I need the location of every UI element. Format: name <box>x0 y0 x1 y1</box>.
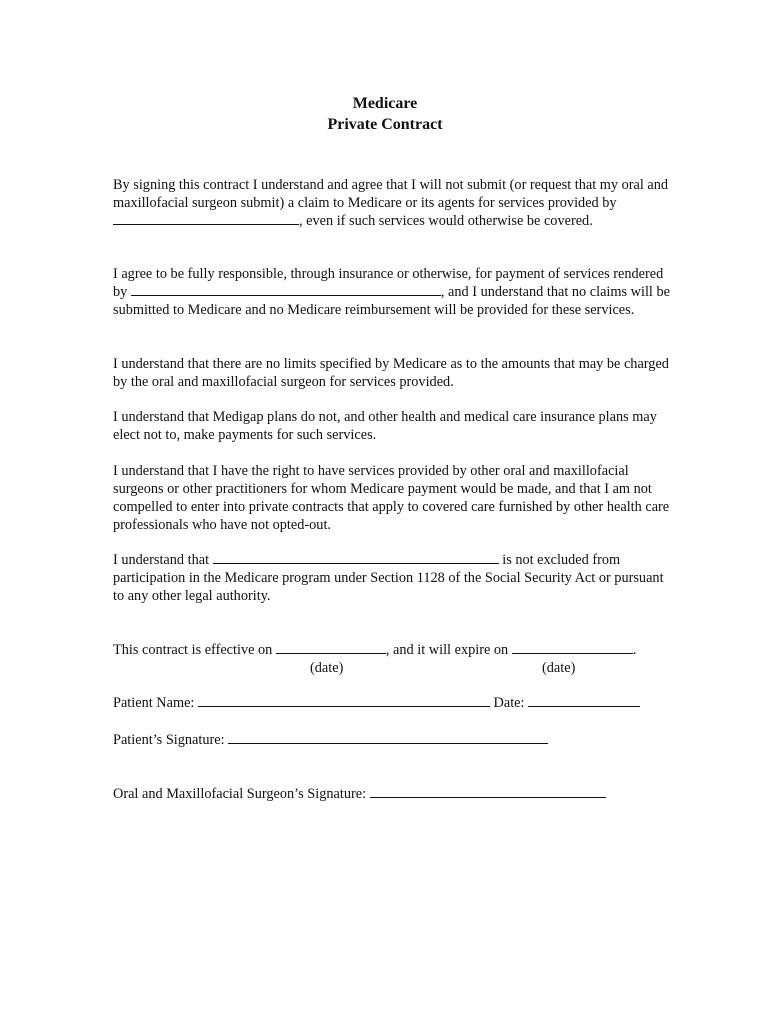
expire-label: , and it will expire on <box>385 642 512 658</box>
document-title-line1: Medicare <box>352 95 418 112</box>
paragraph-text: , even if such services would otherwise be covered. <box>299 213 593 229</box>
paragraph-no-limits: I understand that there are no limits specified by Medicare as to the amounts that may be charged by the oral and maxillofacial surgeon for services provided. <box>113 356 669 390</box>
date-label: Date: <box>489 695 529 711</box>
paragraph-text: By signing this contract I understand and agree that I will not submit (or request that my oral and maxillofacial surgeon submit) a claim to Medicare or its agents for services provided by <box>113 177 669 211</box>
document-title-line2: Private Contract <box>327 116 443 133</box>
date-caption-expire: (date) <box>542 660 576 676</box>
effective-label: This contract is effective on <box>113 642 276 658</box>
paragraph-not-excluded <box>113 551 673 605</box>
surgeon-signature-label: Oral and Maxillofacial Surgeon’s Signature: <box>113 786 370 802</box>
paragraph-text: I understand that <box>113 552 213 568</box>
provider-name-blank[interactable] <box>113 212 299 225</box>
patient-name-line <box>113 694 640 712</box>
surgeon-signature-blank[interactable] <box>370 785 606 798</box>
effective-dates-line <box>113 641 636 659</box>
surgeon-signature-line <box>113 785 606 803</box>
rendered-by-blank[interactable] <box>131 283 441 296</box>
date-caption-effective: (date) <box>310 660 344 676</box>
patient-signature-label: Patient’s Signature: <box>113 732 229 748</box>
effective-date-blank[interactable] <box>276 641 386 654</box>
paragraph-text: is not excluded from participation in the Medicare program under Section 1128 of the Social Security Act or pursuant to any other legal authority. <box>113 552 664 604</box>
period: . <box>632 642 637 658</box>
paragraph-responsibility <box>113 265 673 319</box>
paragraph-text: , and I understand that no claims will be submitted to Medicare and no Medicare reimbursement will be provided for these services. <box>113 284 670 318</box>
paragraph-no-claims <box>113 176 673 230</box>
patient-name-label: Patient Name: <box>113 695 198 711</box>
patient-name-blank[interactable] <box>198 694 490 707</box>
date-blank[interactable] <box>528 694 640 707</box>
paragraph-right-to-services: I understand that I have the right to have services provided by other oral and maxillofacial surgeons or other practitioners for whom Medicare payment would be made, and that I am not compelled to enter into private contracts that apply to covered care furnished by other health care professionals who have not opted-out. <box>113 463 670 533</box>
paragraph-text: I agree to be fully responsible, through insurance or otherwise, for payment of services rendered by <box>113 266 664 300</box>
excluded-name-blank[interactable] <box>213 551 499 564</box>
paragraph-medigap: I understand that Medigap plans do not, and other health and medical care insurance plans may elect not to, make payments for such services. <box>113 409 657 443</box>
patient-signature-blank[interactable] <box>228 731 548 744</box>
patient-signature-line <box>113 731 548 749</box>
expire-date-blank[interactable] <box>512 641 633 654</box>
